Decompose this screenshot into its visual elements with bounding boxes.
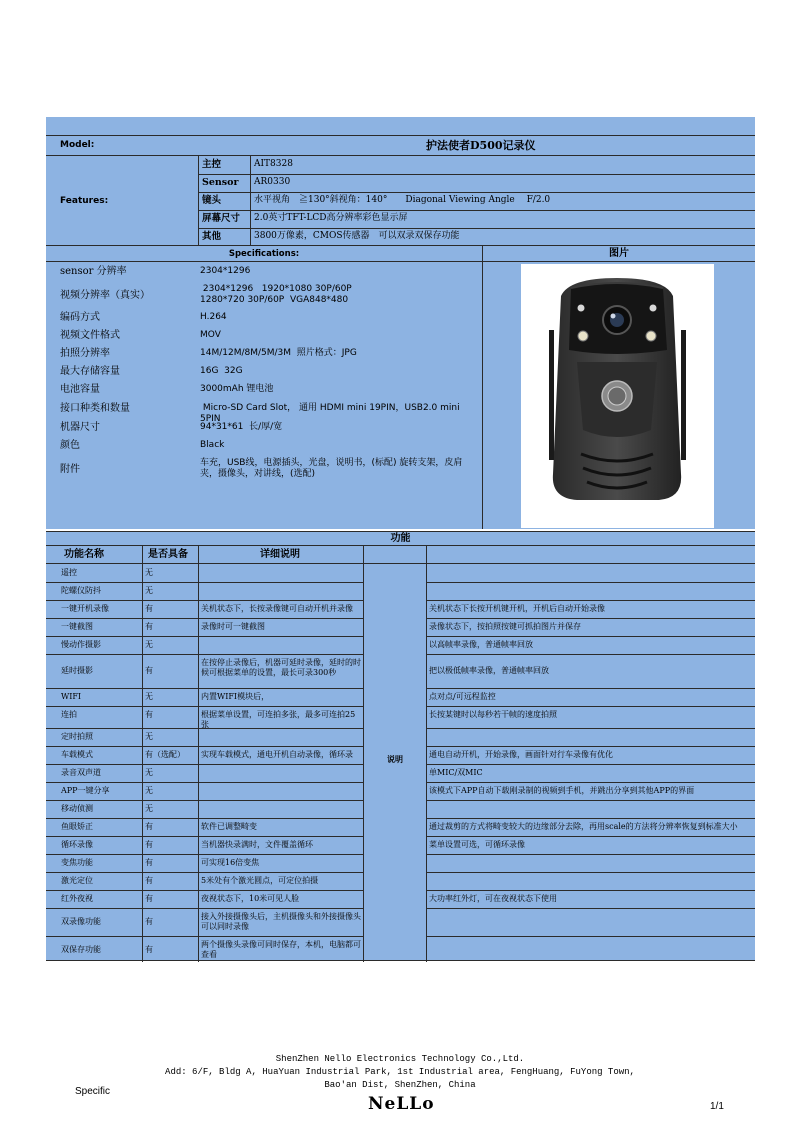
merged-note: 说明 xyxy=(387,754,403,764)
function-detail xyxy=(201,786,363,800)
function-has: 有 xyxy=(145,710,153,719)
spec-value: 车充，USB线，电源插头，光盘，说明书，(标配) 旋转支架，皮肩夹，摄像头，对讲线，(选配) xyxy=(200,458,463,479)
function-name: 双录像功能 xyxy=(61,917,101,926)
function-detail: 关机状态下，长按录像键可自动开机并录像 xyxy=(201,604,353,613)
function-detail: 内置WIFI模块后， xyxy=(201,692,270,701)
function-has: 有（选配） xyxy=(145,750,185,759)
col-has: 是否具备 xyxy=(148,549,188,560)
function-name: WIFI xyxy=(61,692,82,701)
function-note: 关机状态下长按开机键开机，开机后自动开始录像 xyxy=(429,604,605,613)
spec-key: 视频文件格式 xyxy=(60,330,120,341)
spec-value: MOV xyxy=(200,330,221,340)
bodycam-image xyxy=(521,264,714,528)
top-band xyxy=(46,117,755,135)
function-detail xyxy=(201,586,363,600)
feature-key: 主控 xyxy=(202,159,222,170)
function-has: 有 xyxy=(145,894,153,903)
features-label: Features: xyxy=(60,196,109,206)
function-has: 无 xyxy=(145,640,153,649)
function-note: 长按某键时以每秒若干帧的速度拍照 xyxy=(429,710,557,719)
function-has: 有 xyxy=(145,945,153,954)
function-detail xyxy=(201,768,363,782)
function-has: 有 xyxy=(145,917,153,926)
spec-key: 颜色 xyxy=(60,440,80,451)
function-has: 无 xyxy=(145,786,153,795)
spec-value: Black xyxy=(200,440,225,450)
spec-value: 16G 32G xyxy=(200,366,243,376)
function-has: 无 xyxy=(145,732,153,741)
function-name: 变焦功能 xyxy=(61,858,93,867)
col-detail: 详细说明 xyxy=(260,549,300,560)
function-note: 大功率红外灯，可在夜视状态下使用 xyxy=(429,894,557,903)
footer-address-1: Add: 6/F, Bldg A, HuaYuan Industrial Park, 1st Industrial area, FengHuang, FuYong Town, xyxy=(165,1067,635,1077)
function-detail xyxy=(201,640,363,654)
spec-key: 机器尺寸 xyxy=(60,422,100,433)
function-detail xyxy=(201,732,363,746)
function-name: 一键截图 xyxy=(61,622,93,631)
function-has: 有 xyxy=(145,622,153,631)
spec-key: 编码方式 xyxy=(60,312,100,323)
function-detail: 夜视状态下，10米可见人脸 xyxy=(201,894,300,903)
feature-key: 镜头 xyxy=(202,195,222,206)
spec-key: 拍照分辨率 xyxy=(60,348,110,359)
spec-value: Micro-SD Card Slot， 通用 HDMI mini 19PIN，USB2.0 mini 5PIN xyxy=(200,403,463,424)
feature-value: 2.0英寸TFT-LCD高分辨率彩色显示屏 xyxy=(254,213,408,223)
function-has: 有 xyxy=(145,604,153,613)
function-note: 通过裁剪的方式将畸变较大的边缘部分去除，再用scale的方法将分辨率恢复到标准大小 xyxy=(429,822,738,831)
page-number: 1/1 xyxy=(710,1101,724,1112)
feature-value: 水平视角 ≧130°斜视角：140° Diagonal Viewing Angle F/2.0 xyxy=(254,195,551,205)
feature-value: AIT8328 xyxy=(254,159,293,169)
function-name: 录音双声道 xyxy=(61,768,101,777)
feature-key: 其他 xyxy=(202,231,222,242)
function-has: 无 xyxy=(145,568,153,577)
model-label: Model: xyxy=(60,140,95,150)
function-has: 无 xyxy=(145,768,153,777)
function-has: 有 xyxy=(145,876,153,885)
function-has: 无 xyxy=(145,692,153,701)
functions-table xyxy=(46,563,755,961)
function-name: 遥控 xyxy=(61,568,77,577)
functions-title-row xyxy=(46,531,755,545)
function-name: 鱼眼矫正 xyxy=(61,822,93,831)
product-photo xyxy=(521,264,714,528)
function-note: 该模式下APP自动下载刚录制的视频到手机，并跳出分享到其他APP的界面 xyxy=(429,786,695,795)
function-name: 激光定位 xyxy=(61,876,93,885)
function-detail: 软件已调整畸变 xyxy=(201,822,257,831)
spec-value: H.264 xyxy=(200,312,227,322)
spec-key: 最大存储容量 xyxy=(60,366,120,377)
function-detail xyxy=(201,568,363,582)
functions-title: 功能 xyxy=(390,533,411,544)
function-name: 慢动作摄影 xyxy=(61,640,101,649)
company-logo: NeLLo xyxy=(368,1094,435,1114)
function-note: 以高帧率录像，普通帧率回放 xyxy=(429,640,533,649)
footer-specific-label: Specific xyxy=(75,1086,111,1097)
function-name: APP一键分享 xyxy=(61,786,110,795)
feature-value: AR0330 xyxy=(254,177,291,187)
spec-value: 14M/12M/8M/5M/3M 照片格式：JPG xyxy=(200,348,357,358)
specs-block xyxy=(46,261,755,529)
function-name: 循环录像 xyxy=(61,840,93,849)
spec-key: 接口种类和数量 xyxy=(60,403,130,414)
function-note: 点对点/可远程监控 xyxy=(429,692,496,701)
function-detail: 录像时可一键截图 xyxy=(201,622,265,631)
spec-key: 视频分辨率（真实） xyxy=(60,290,150,301)
function-detail: 可实现16倍变焦 xyxy=(201,858,260,867)
function-has: 有 xyxy=(145,840,153,849)
function-name: 一键开机录像 xyxy=(61,604,109,613)
spec-value: 3000mAh 锂电池 xyxy=(200,384,274,394)
functions-header-row xyxy=(46,545,755,563)
spec-key: 附件 xyxy=(60,464,80,475)
col-function-name: 功能名称 xyxy=(64,549,104,560)
function-name: 移动侦测 xyxy=(61,804,93,813)
feature-key: Sensor xyxy=(202,177,239,188)
function-note: 菜单设置可选，可循环录像 xyxy=(429,840,525,849)
function-has: 无 xyxy=(145,586,153,595)
feature-value: 3800万像素，CMOS传感器 可以双录双保存功能 xyxy=(254,231,460,241)
function-name: 红外夜视 xyxy=(61,894,93,903)
function-name: 双保存功能 xyxy=(61,945,101,954)
function-note: 把以极低帧率录像，普通帧率回放 xyxy=(429,666,549,675)
function-detail: 接入外接摄像头后，主机摄像头和外接摄像头可以同时录像 xyxy=(201,912,361,931)
function-detail: 根据菜单设置，可连拍多张，最多可连拍25张 xyxy=(201,710,356,729)
features-block xyxy=(46,155,755,245)
function-note: 通电自动开机，开始录像，画面针对行车录像有优化 xyxy=(429,750,613,759)
specifications-label: Specifications: xyxy=(228,249,300,259)
spec-value: 94*31*61 长/厚/宽 xyxy=(200,422,283,432)
model-row xyxy=(46,135,755,155)
spec-value: 2304*1296 1920*1080 30P/60P 1280*720 30P/60P VGA848*480 xyxy=(200,284,438,305)
function-detail: 当机器快录满时，文件覆盖循环 xyxy=(201,840,313,849)
function-note: 录像状态下，按拍照按键可抓拍图片并保存 xyxy=(429,622,581,631)
function-name: 定时拍照 xyxy=(61,732,93,741)
feature-key: 屏幕尺寸 xyxy=(202,213,241,224)
spec-key: 电池容量 xyxy=(60,384,100,395)
function-detail: 5米处有个激光圆点，可定位拍摄 xyxy=(201,876,319,885)
function-note: 单MIC/双MIC xyxy=(429,768,483,777)
function-detail: 两个摄像头录像可同时保存，本机，电脑都可查看 xyxy=(201,940,361,959)
function-name: 延时摄影 xyxy=(61,666,93,675)
function-has: 有 xyxy=(145,822,153,831)
spec-value: 2304*1296 xyxy=(200,266,251,276)
function-name: 连拍 xyxy=(61,710,77,719)
footer-address-2: Bao'an Dist, ShenZhen, China xyxy=(324,1080,476,1090)
function-detail: 实现车载模式，通电开机自动录像，循环录 xyxy=(201,750,353,759)
picture-label: 图片 xyxy=(609,248,629,259)
model-value: 护法使者D500记录仪 xyxy=(426,139,536,152)
function-has: 有 xyxy=(145,858,153,867)
function-detail: 在按停止录像后，机器可延时录像，延时的时候可根据菜单的设置，最长可录300秒 xyxy=(201,658,361,677)
function-name: 陀螺仪防抖 xyxy=(61,586,101,595)
spec-key: sensor 分辨率 xyxy=(60,266,127,277)
function-detail xyxy=(201,804,363,818)
footer-company: ShenZhen Nello Electronics Technology Co.,Ltd. xyxy=(275,1054,525,1064)
function-has: 有 xyxy=(145,666,153,675)
function-name: 车载模式 xyxy=(61,750,93,759)
specifications-header xyxy=(46,245,755,261)
function-has: 无 xyxy=(145,804,153,813)
